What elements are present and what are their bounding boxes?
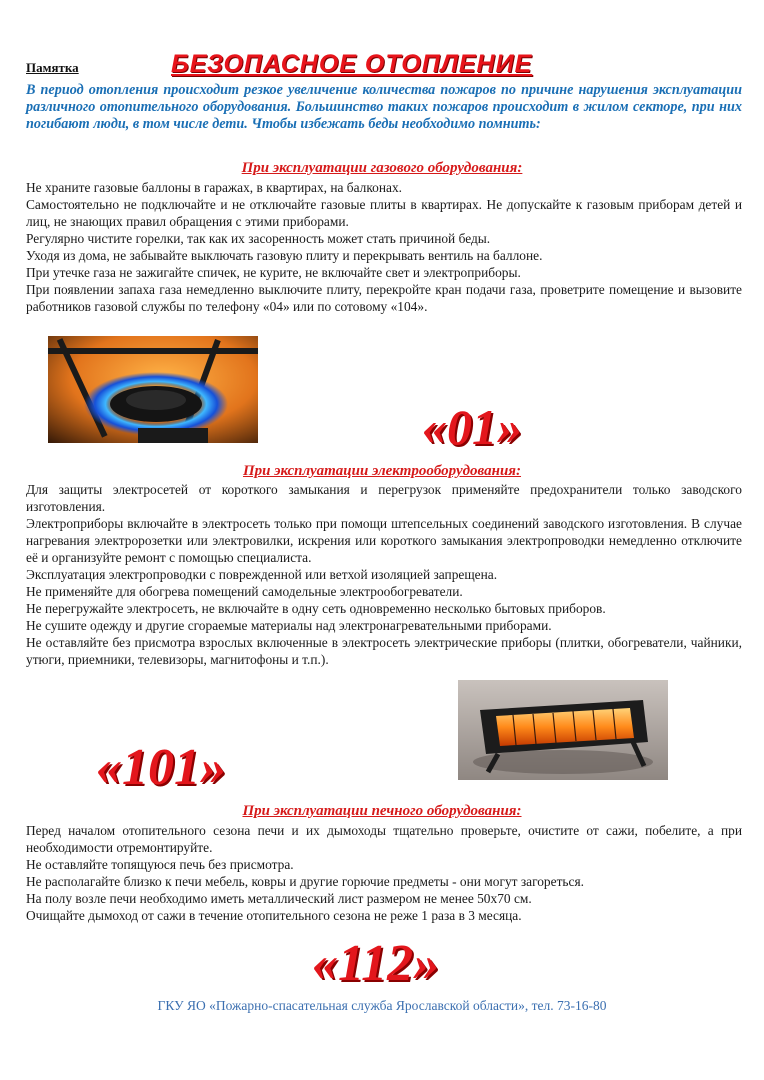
stove-rule: На полу возле печи необходимо иметь металлический лист размером не менее 50х70 см. bbox=[26, 891, 532, 906]
electric-rule: Не применяйте для обогрева помещений самодельные электрообогреватели. bbox=[26, 584, 463, 599]
gas-rule: Не храните газовые баллоны в гаражах, в квартирах, на балконах. bbox=[26, 180, 403, 195]
gas-rule: Уходя из дома, не забывайте выключать газовую плиту и перекрывать вентиль на баллоне. bbox=[26, 248, 543, 263]
gas-section-title: При эксплуатации газового оборудования: bbox=[241, 160, 523, 176]
electric-rule: Для защиты электросетей от короткого замыкания и перегрузок применяйте предохранители только заводского изготовления. bbox=[26, 482, 742, 514]
stove-rule: Не располагайте близко к печи мебель, ковры и другие горючие предметы - они могут загореться. bbox=[26, 874, 584, 889]
gas-rule: При утечке газа не зажигайте спичек, не курите, не включайте свет и электроприборы. bbox=[26, 265, 521, 280]
emergency-number-01: «01» bbox=[422, 399, 522, 455]
footer-contact: ГКУ ЯО «Пожарно-спасательная служба Ярославской области», тел. 73-16-80 bbox=[157, 998, 607, 1013]
stove-rule: Перед началом отопительного сезона печи и их дымоходы тщательно проверьте, очистите от сажи, побелите, а при необходимости отремонтируйте. bbox=[26, 823, 742, 855]
electric-rules-list bbox=[26, 481, 742, 668]
electric-rule: Не сушите одежду и другие сгораемые материалы над электронагревательными приборами. bbox=[26, 618, 552, 633]
electric-rule: Электроприборы включайте в электросеть только при помощи штепсельных соединений заводского изготовления. В случае нагревания электророзетки или электровилки, искрения или короткого замыкания электропроводки немедленно отключите её и организуйте ремонт с помощью специалиста. bbox=[26, 516, 742, 565]
stove-rule: Очищайте дымоход от сажи в течение отопительного сезона не реже 1 раза в 3 месяца. bbox=[26, 908, 522, 923]
electric-heater-icon bbox=[458, 680, 668, 780]
gas-rule: Регулярно чистите горелки, так как их засоренность может стать причиной беды. bbox=[26, 231, 491, 246]
stove-section-title: При эксплуатации печного оборудования: bbox=[242, 803, 522, 819]
memo-label: Памятка bbox=[26, 60, 79, 75]
intro-text: В период отопления происходит резкое увеличение количества пожаров по причине нарушения эксплуатации различного отопительного оборудования. Большинство таких пожаров происходит в жилом секторе, при них погибают люди, в том числе дети. Чтобы избежать беды необходимо помнить: bbox=[26, 82, 742, 132]
stove-rule: Не оставляйте топящуюся печь без присмотра. bbox=[26, 857, 294, 872]
electric-rule: Эксплуатация электропроводки с поврежденной или ветхой изоляцией запрещена. bbox=[26, 567, 498, 582]
electric-section-title: При эксплуатации электрооборудования: bbox=[242, 463, 522, 479]
heater-photo bbox=[458, 680, 668, 780]
emergency-number-112: «112» bbox=[312, 935, 440, 992]
gas-rules-list bbox=[26, 179, 742, 315]
gas-rule: При появлении запаха газа немедленно выключите плиту, перекройте кран подачи газа, проветрите помещение и вызовите работников газовой службы по телефону «04» или по сотовому «104». bbox=[26, 282, 742, 314]
electric-rule: Не перегружайте электросеть, не включайте в одну сеть одновременно несколько бытовых приборов. bbox=[26, 601, 606, 616]
gas-rule: Самостоятельно не подключайте и не отключайте газовые плиты в квартирах. Не допускайте к газовым приборам детей и лиц, не знающих правил обращения с этими приборами. bbox=[26, 197, 742, 229]
electric-rule: Не оставляйте без присмотра взрослых включенные в электросеть электрические приборы (плитки, обогреватели, чайники, утюги, приемники, телевизоры, магнитофоны и т.п.). bbox=[26, 635, 742, 667]
page-title: БЕЗОПАСНОЕ ОТОПЛЕНИЕ bbox=[171, 50, 533, 78]
stove-rules-list bbox=[26, 822, 742, 924]
gas-burner-photo bbox=[48, 336, 258, 443]
gas-burner-flame-icon bbox=[48, 336, 258, 443]
emergency-number-101: «101» bbox=[96, 739, 226, 796]
header bbox=[26, 50, 746, 82]
